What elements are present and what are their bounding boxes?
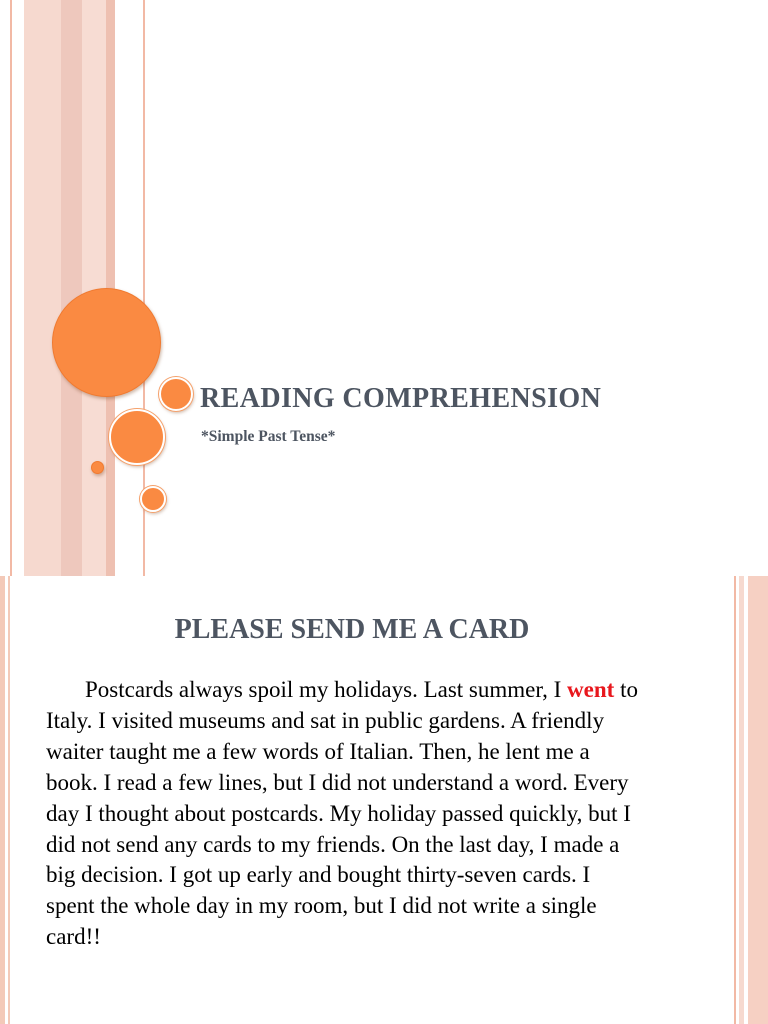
decorative-band (10, 0, 12, 576)
passage-text (46, 675, 706, 953)
passage-text-fragment: Postcards always spoil my holidays. Last summer, I (85, 677, 568, 702)
decorative-circle-small (140, 486, 166, 512)
highlighted-verb: went (567, 677, 615, 702)
passage-line: big decision. I got up early and bought thirty-seven cards. I (46, 862, 591, 888)
decorative-circle-small (159, 377, 193, 411)
passage-line: did not send any cards to my friends. On the last day, I made a (46, 831, 620, 857)
slide-subtitle: *Simple Past Tense* (201, 428, 336, 445)
decorative-circle-medium (109, 409, 165, 465)
passage-heading: PLEASE SEND ME A CARD (174, 614, 530, 645)
passage-text-fragment: to (614, 677, 638, 702)
decorative-band (734, 576, 736, 1024)
passage-line: spent the whole day in my room, but I did not write a single (46, 893, 597, 919)
decorative-band (61, 0, 82, 576)
decorative-band (24, 0, 61, 576)
reading-slide (0, 576, 768, 1024)
passage-line: book. I read a few lines, but I did not understand a word. Every (46, 769, 629, 795)
passage-line: card!! (46, 924, 101, 950)
slide-title: READING COMPREHENSION (200, 383, 602, 414)
passage-line: waiter taught me a few words of Italian. Then, he lent me a (46, 738, 590, 764)
decorative-band (739, 576, 744, 1024)
decorative-band (748, 576, 768, 1024)
decorative-circle-large (52, 288, 161, 397)
passage-line: Italy. I visited museums and sat in public gardens. A friendly (46, 707, 605, 733)
decorative-circle-tiny (91, 461, 104, 474)
passage-line: day I thought about postcards. My holiday passed quickly, but I (46, 800, 631, 826)
passage-line (46, 675, 706, 706)
